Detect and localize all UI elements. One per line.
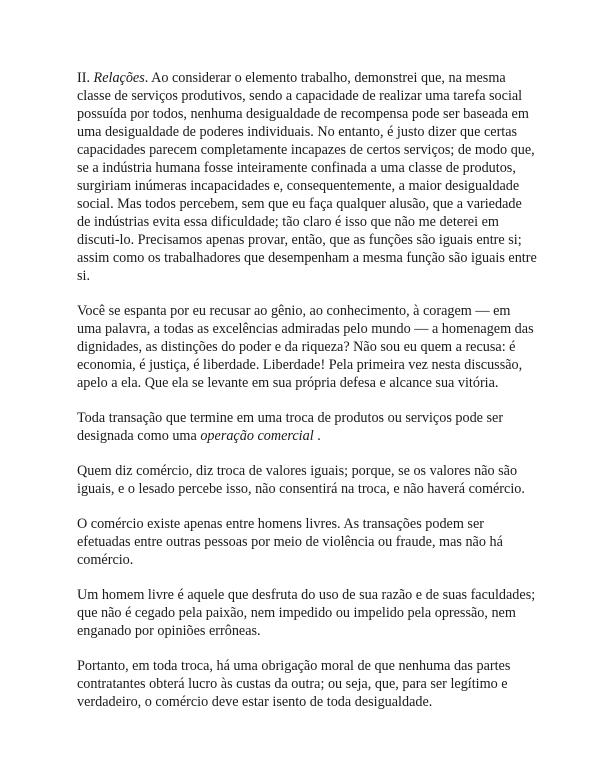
paragraph-suffix: . [313, 428, 321, 444]
paragraph-genius [77, 302, 537, 392]
section-number: II. [77, 70, 94, 86]
paragraph-free-men [77, 515, 537, 569]
paragraph-free-man-definition [77, 586, 537, 640]
paragraph-text: Portanto, em toda troca, há uma obrigação moral de que nenhuma das partes contratantes obterá lucro às custas da outra; ou seja, que, para ser legítimo e verdadeiro, o comércio deve estar isento de toda desigualdade. [77, 658, 511, 710]
paragraph-moral-obligation [77, 657, 537, 711]
paragraph-text: O comércio existe apenas entre homens livres. As transações podem ser efetuadas entre outras pessoas por meio de violência ou fraude, mas não há comércio. [77, 516, 503, 568]
section-title: Relações [93, 70, 145, 86]
paragraph-text: Você se espanta por eu recusar ao gênio, ao conhecimento, à coragem — em uma palavra, a todas as excelências admiradas pelo mundo — a homenagem das dignidades, as distinções do poder e da riqueza? Não sou eu quem a recusa: é economia, é justiça, é liberdade. Liberdade! Pela primeira vez nesta discussão, apelo a ela. Que ela se levante em sua própria defesa e alcance sua vitória. [77, 303, 534, 391]
paragraph-text: Quem diz comércio, diz troca de valores iguais; porque, se os valores não são iguais, e o lesado percebe isso, não consentirá na troca, e não haverá comércio. [77, 463, 525, 497]
document-body [77, 69, 537, 711]
paragraph-text: Toda transação que termine em uma troca de produtos ou serviços pode ser designada como uma [77, 410, 504, 444]
term-commercial-operation: operação comercial [200, 428, 314, 444]
paragraph-commerce-definition [77, 462, 537, 498]
paragraph-text: Um homem livre é aquele que desfruta do uso de sua razão e de suas faculdades; que não é cegado pela paixão, nem impedido ou impelido pela opressão, nem enganado por opiniões errôneas. [77, 587, 536, 639]
paragraph-relations [77, 69, 537, 285]
paragraph-text: . Ao considerar o elemento trabalho, demonstrei que, na mesma classe de serviços produtivos, sendo a capacidade de realizar uma tarefa social possuída por todos, nenhuma desigualdade de recompensa pode ser baseada em uma desigualdade de poderes individuais. No entanto, é justo dizer que certas capacidades parecem completamente incapazes de certos serviços; de modo que, se a indústria humana fosse inteiramente confinada a uma classe de produtos, surgiriam inúmeras incapacidades e, consequentemente, a maior desigualdade social. Mas todos percebem, sem que eu faça qualquer alusão, que a variedade de indústrias evita essa dificuldade; tão claro é isso que não me deterei em discuti-lo. Precisamos apenas provar, então, que as funções são iguais entre si; assim como os trabalhadores que desempenham a mesma função são iguais entre si. [77, 70, 537, 284]
paragraph-commercial-operation [77, 409, 537, 445]
